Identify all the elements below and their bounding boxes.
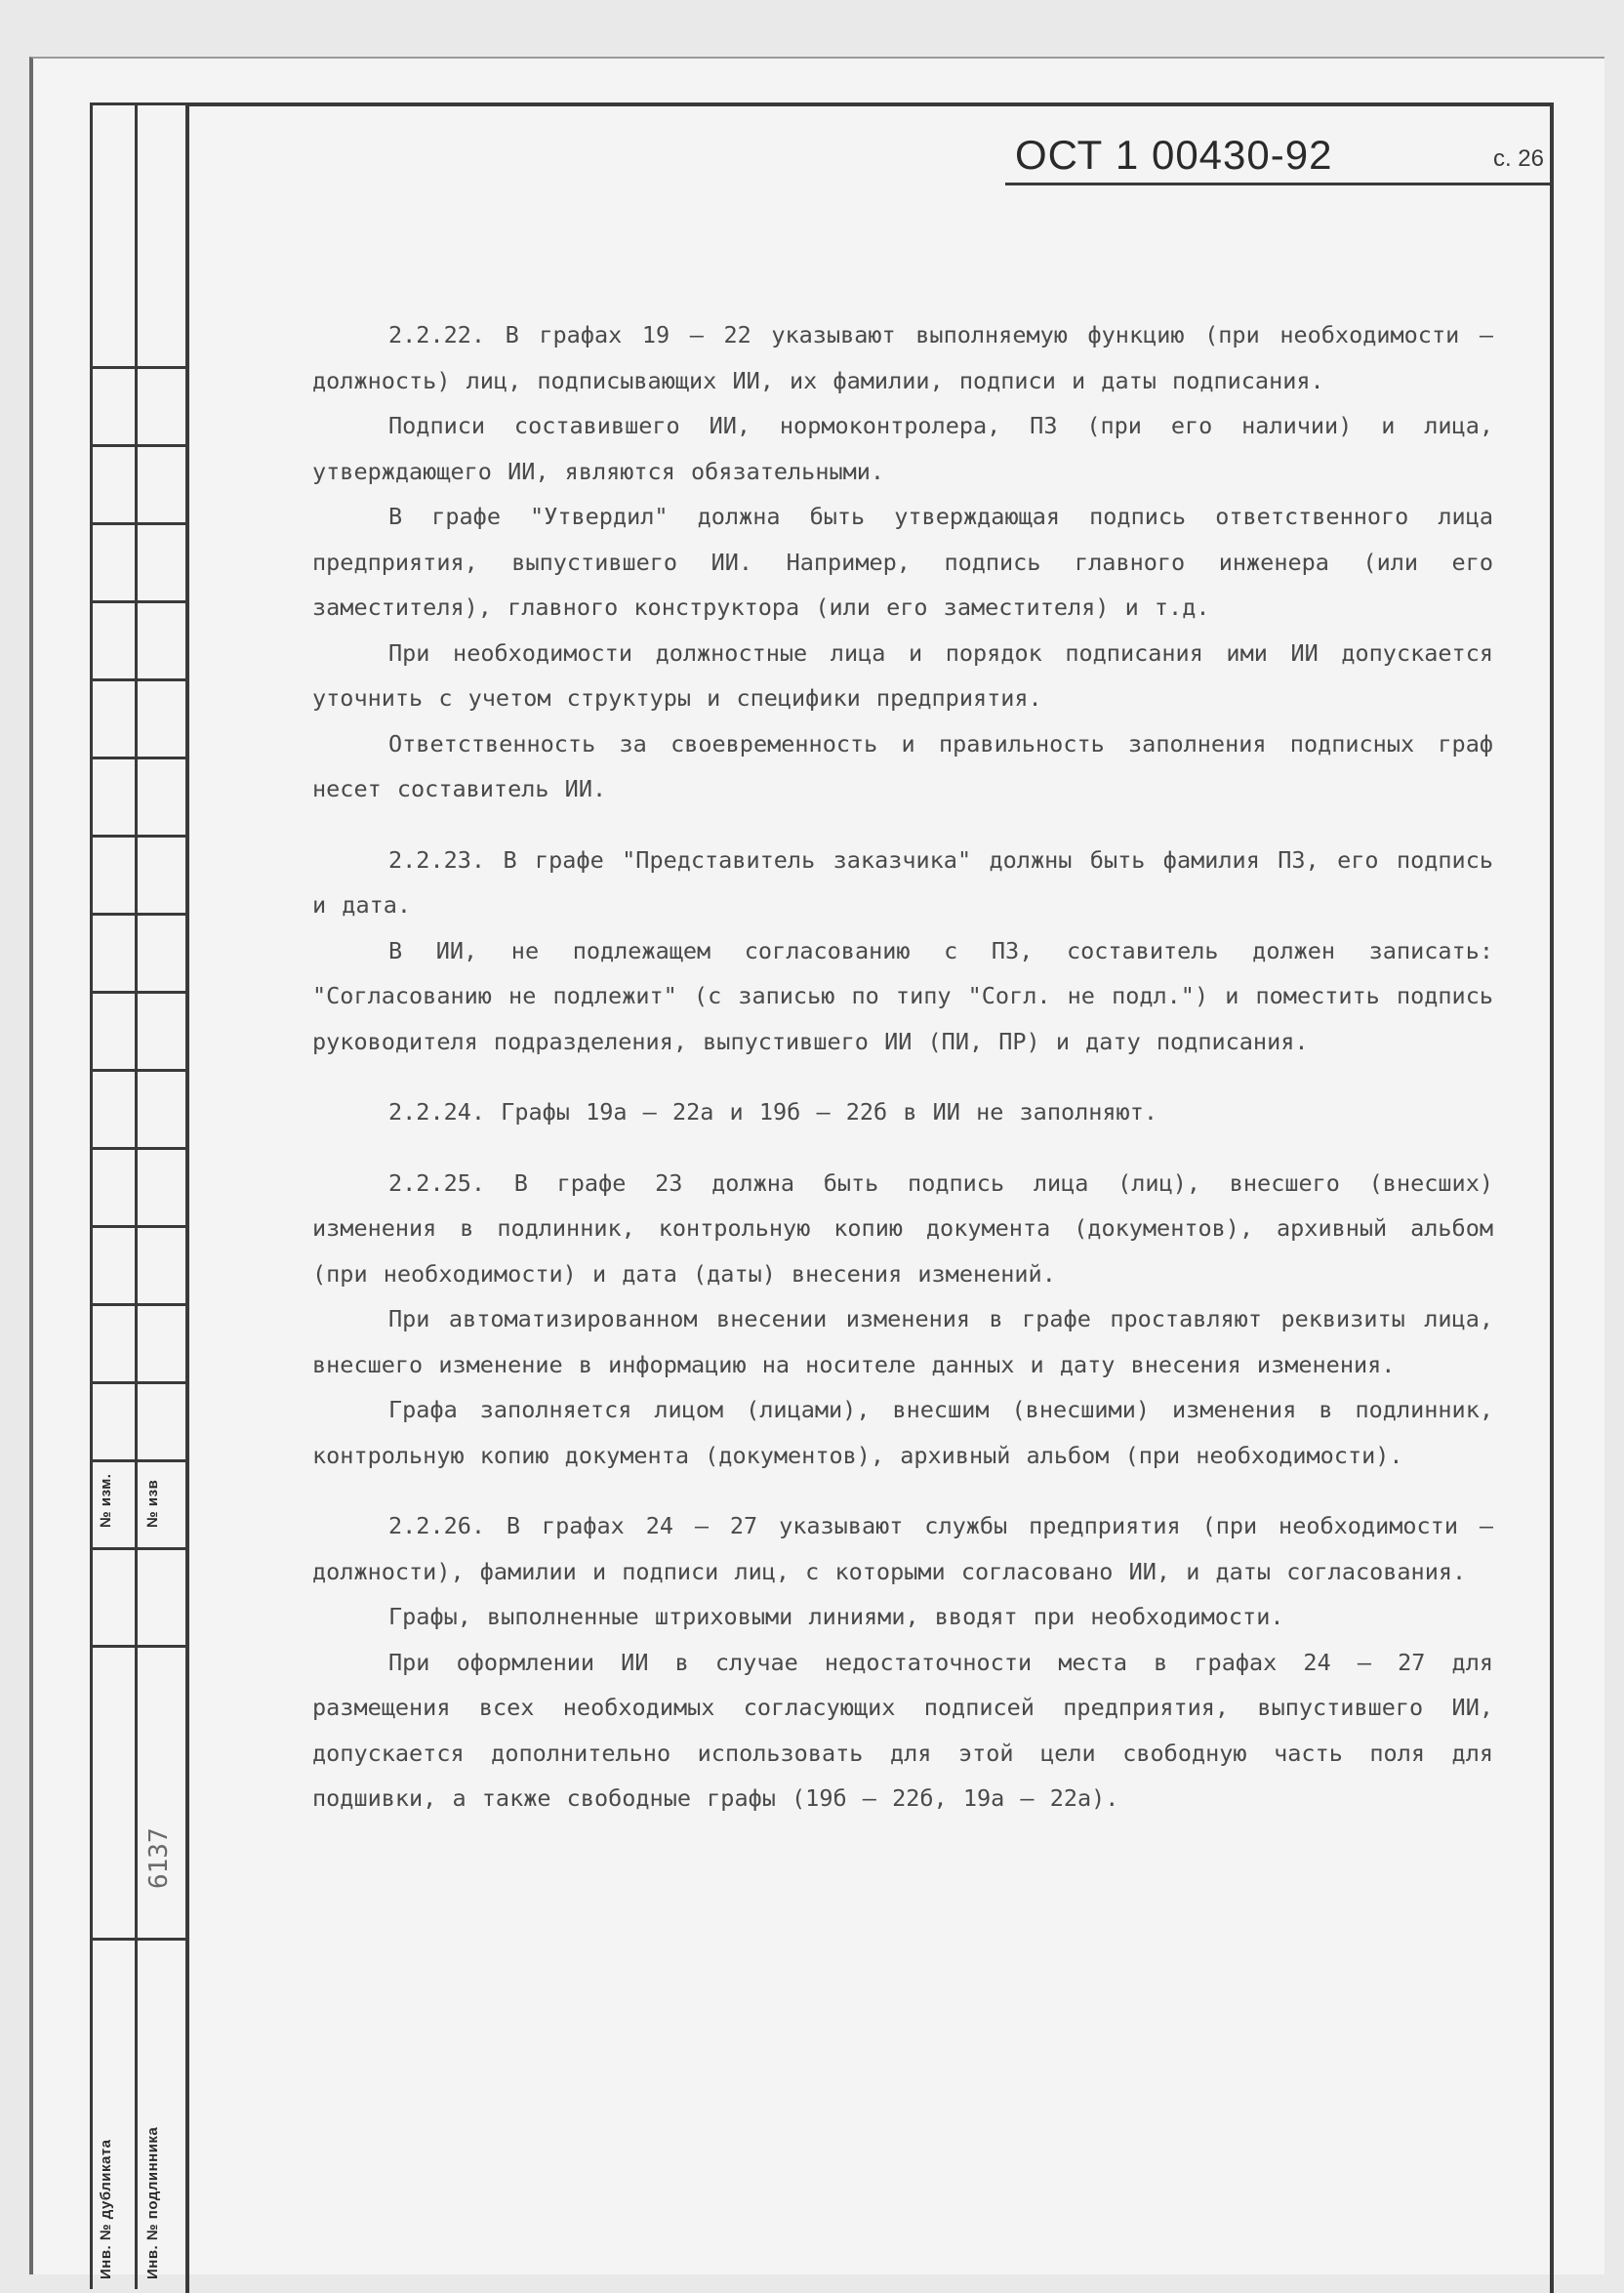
paragraph: Графа заполняется лицом (лицами), внесшим (внесшими) изменения в подлинник, контрольную копию документа (документов), архивный альбом (при необходимости). <box>312 1396 1493 1469</box>
paragraph: Ответственность за своевременность и правильность заполнения подписных граф несет составитель ИИ. <box>312 729 1493 802</box>
paragraph: В ИИ, не подлежащем согласованию с ПЗ, составитель должен записать: "Согласованию не подлежит" (с записью по типу "Согл. не подл.") и поместить подпись руководителя подразделения, выпустившего ИИ (ПИ, ПР) и дату подписания. <box>312 936 1493 1055</box>
izv-number-label: № изв <box>144 1479 161 1528</box>
paragraph: При необходимости должностные лица и порядок подписания ими ИИ допускается уточнить с учетом структуры и специфики предприятия. <box>312 638 1493 712</box>
original-inventory-label: Инв. № подлинника <box>144 2126 161 2279</box>
inventory-number: 6137 <box>144 1827 174 1889</box>
paragraph: При автоматизированном внесении изменения в графе проставляют реквизиты лица, внесшего изменение в информацию на носителе данных и дату внесения изменения. <box>312 1305 1493 1378</box>
paragraph: При оформлении ИИ в случае недостаточности места в графах 24 – 27 для размещения всех необходимых согласующих подписей предприятия, выпустившего ИИ, допускается дополнительно использовать для этой цели свободную часть поля для подшивки, а также свободные графы (19б – 22б, 19а – 22а). <box>312 1648 1493 1812</box>
paragraph: Подписи составившего ИИ, нормоконтролера, ПЗ (при его наличии) и лица, утверждающего ИИ, являются обязательными. <box>312 412 1493 485</box>
duplicate-inventory-label: Инв. № дубликата <box>98 2139 114 2279</box>
paragraph: В графе "Утвердил" должна быть утверждающая подпись ответственного лица предприятия, выпустившего ИИ. Например, подпись главного инженера (или его заместителя), главного конструктора (или его заместителя) и т.д. <box>312 503 1493 621</box>
paragraph: 2.2.22. В графах 19 – 22 указывают выполняемую функцию (при необходимости – должность) лиц, подписывающих ИИ, их фамилии, подписи и даты подписания. <box>312 321 1493 394</box>
paragraph: 2.2.23. В графе "Представитель заказчика" должны быть фамилия ПЗ, его подпись и дата. <box>312 845 1493 919</box>
page-number: с. 26 <box>1492 145 1544 172</box>
izm-number-label: № изм. <box>98 1473 114 1528</box>
paragraph: 2.2.26. В графах 24 – 27 указывают службы предприятия (при необходимости – должности), фамилии и подписи лиц, с которыми согласовано ИИ, и даты согласования. <box>312 1512 1493 1585</box>
paragraph: 2.2.24. Графы 19а – 22а и 19б – 22б в ИИ не заполняют. <box>388 1098 1158 1126</box>
paragraph: 2.2.25. В графе 23 должна быть подпись лица (лиц), внесшего (внесших) изменения в подлинник, контрольную копию документа (документов), архивный альбом (при необходимости) и дата (даты) внесения изменений. <box>312 1168 1493 1288</box>
binding-margin-strip <box>90 102 185 2289</box>
document-code: ОСТ 1 00430-92 <box>1015 132 1333 178</box>
document-body <box>312 312 1493 1822</box>
page-header <box>1005 132 1552 185</box>
paragraph: Графы, выполненные штриховыми линиями, вводят при необходимости. <box>388 1603 1284 1630</box>
